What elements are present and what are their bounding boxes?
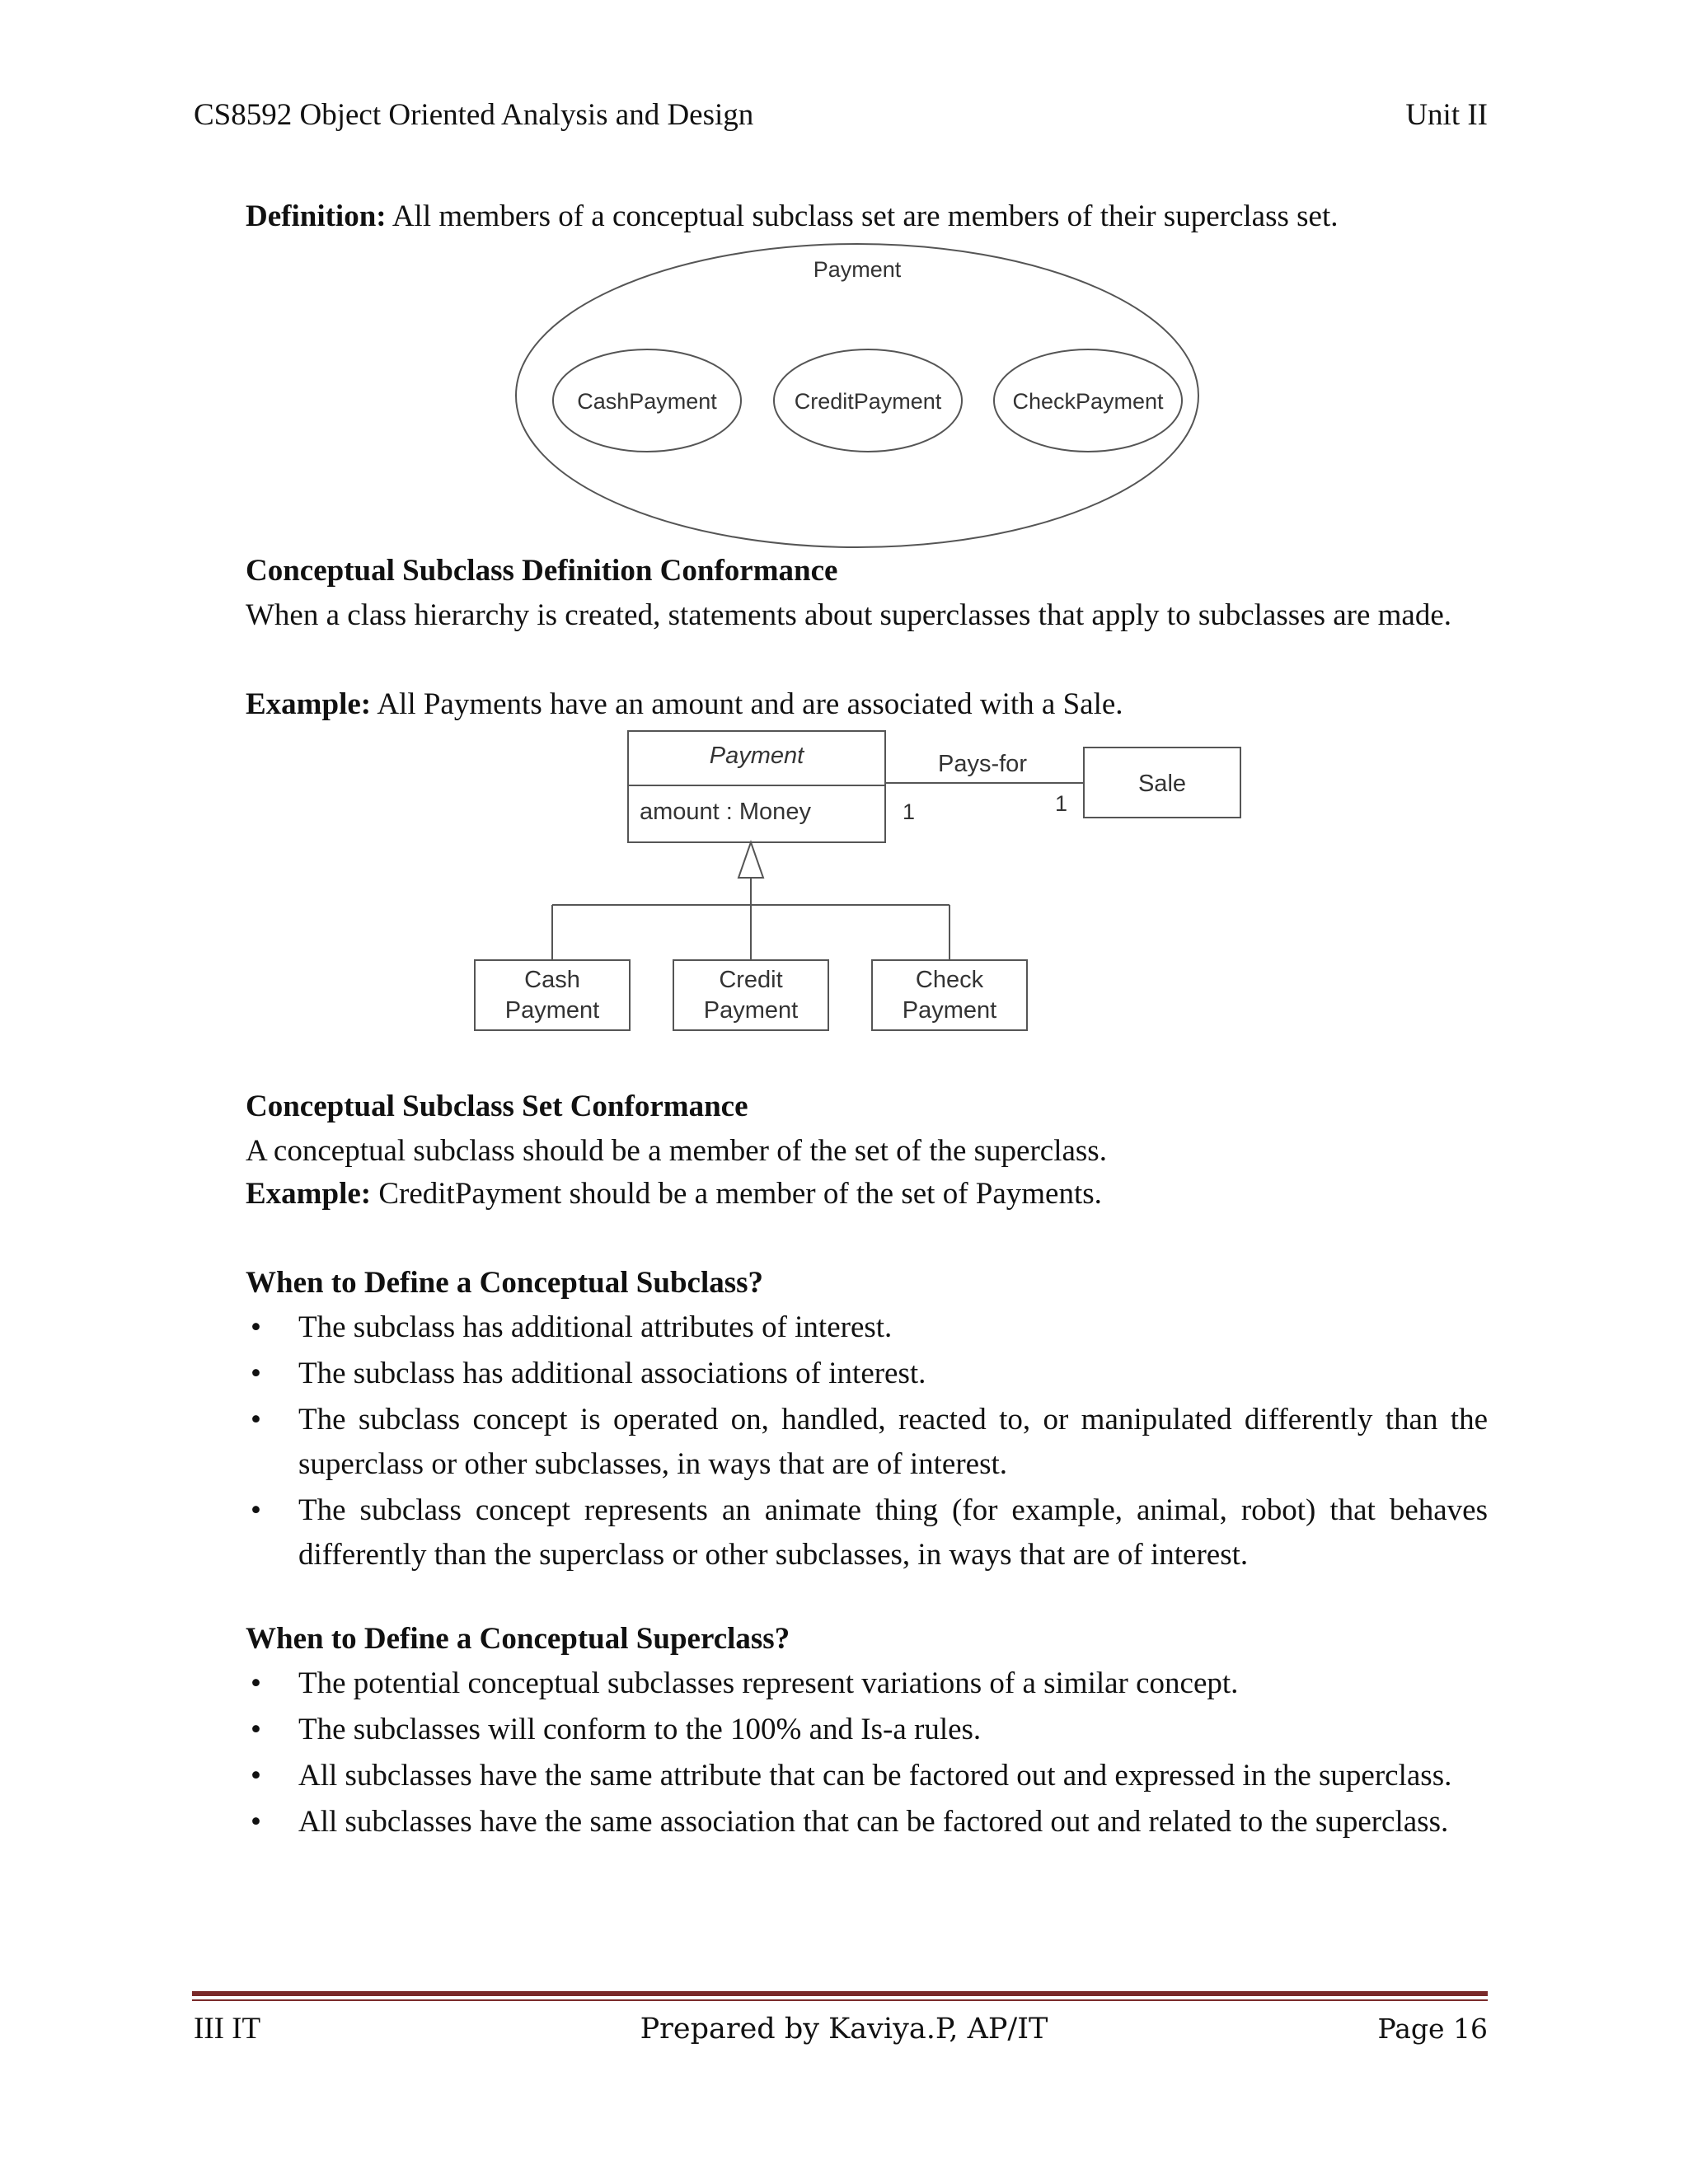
bullet-icon: • [251,1310,261,1344]
bullet-icon: • [251,1713,261,1746]
definition-label: Definition: [246,199,387,233]
check-payment-class-line2: Payment [902,997,997,1024]
payment-uml-diagram [470,725,1261,1047]
footer-rule-thick [192,1991,1488,1996]
bullet-icon: • [251,1493,261,1527]
definition-paragraph [246,194,1338,239]
section1-paragraph: When a class hierarchy is created, statements about superclasses that apply to subclasses are made. [246,598,1452,632]
list-item: • All subclasses have the same association that can be factored out and related to the superclass. [247,1800,1488,1844]
multiplicity-sale: 1 [1055,791,1068,816]
multiplicity-payment: 1 [903,799,916,824]
credit-payment-label: CreditPayment [794,389,942,414]
section2-heading: Conceptual Subclass Set Conformance [246,1090,748,1123]
footer-class: III IT [194,2012,261,2046]
section1-example-label: Example: [246,687,372,721]
bullet-icon: • [251,1666,261,1700]
payment-set-label: Payment [813,257,902,282]
list-item: • All subclasses have the same attribute that can be factored out and expressed in the superclass. [247,1754,1488,1798]
bullet-icon: • [251,1403,261,1436]
check-payment-label: CheckPayment [1012,389,1164,414]
section2-paragraph: A conceptual subclass should be a member of the set of the superclass. [246,1134,1107,1168]
section4-heading: When to Define a Conceptual Superclass? [246,1622,790,1656]
section2-example [246,1172,1102,1216]
section1-example [246,682,1123,727]
payment-set-diagram [511,239,1203,552]
bullet-icon: • [251,1759,261,1793]
definition-text: All members of a conceptual subclass set are members of their superclass set. [386,199,1339,233]
section1-example-text: All Payments have an amount and are associated with a Sale. [371,687,1123,721]
payment-class-name: Payment [709,743,804,769]
cash-payment-label: CashPayment [577,389,717,414]
section2-example-label: Example: [246,1177,372,1211]
credit-payment-class-line2: Payment [703,997,799,1024]
list-item: • The potential conceptual subclasses represent variations of a similar concept. [247,1661,1488,1706]
list-item: • The subclass has additional attributes of interest. [247,1305,1488,1350]
header-unit: Unit II [1405,98,1488,132]
bullet-icon: • [251,1357,261,1390]
footer-page-number: Page 16 [1377,2013,1488,2045]
header-course-title: CS8592 Object Oriented Analysis and Design [194,98,754,132]
bullet-icon: • [251,1805,261,1839]
list-item: • The subclasses will conform to the 100% and Is-a rules. [247,1708,1488,1752]
check-payment-class-line1: Check [915,967,984,993]
section1-heading: Conceptual Subclass Definition Conformance [246,554,838,588]
section3-heading: When to Define a Conceptual Subclass? [246,1266,764,1300]
credit-payment-class-line1: Credit [719,967,783,993]
cash-payment-class-line1: Cash [524,967,580,993]
pays-for-label: Pays-for [938,751,1027,777]
list-item: • The subclass concept represents an animate thing (for example, animal, robot) that behaves differently than the superclass or other subclasses, in ways that are of interest. [247,1488,1488,1577]
section2-example-text: CreditPayment should be a member of the set of Payments. [371,1177,1102,1211]
generalization-arrowhead [738,842,763,878]
list-item: • The subclass has additional associations of interest. [247,1352,1488,1396]
cash-payment-class-line2: Payment [504,997,600,1024]
sale-class-name: Sale [1137,771,1187,797]
footer-author: Prepared by Kaviya.P, AP/IT [640,2013,1048,2046]
payment-class-attribute: amount : Money [640,799,811,825]
footer-rule-thin [192,1999,1488,2001]
list-item: • The subclass concept is operated on, handled, reacted to, or manipulated differently than the superclass or other subclasses, in ways that are of interest. [247,1398,1488,1487]
subclass-criteria-list [247,1305,1488,1579]
superclass-criteria-list [247,1661,1488,1846]
